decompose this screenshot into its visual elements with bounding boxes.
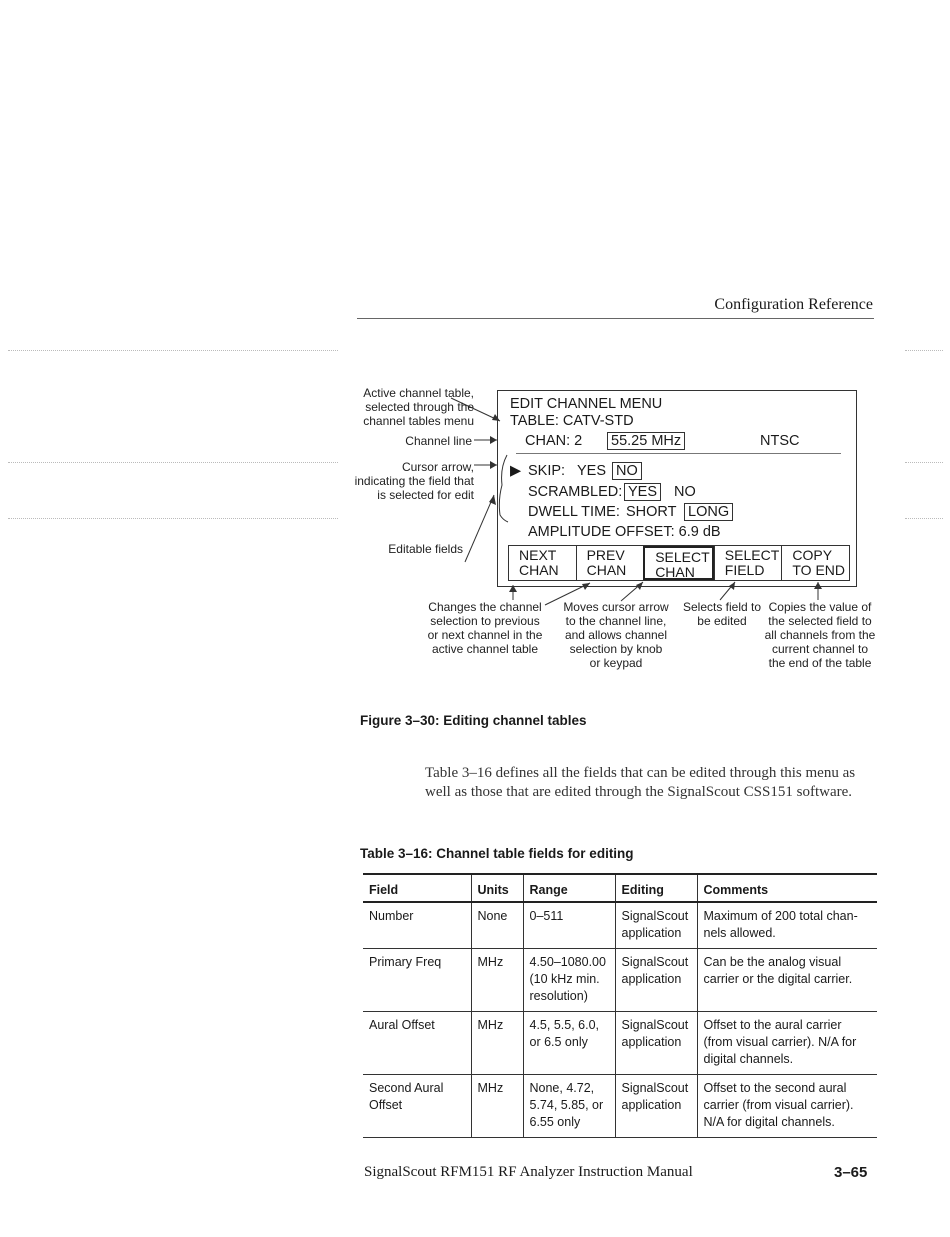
table-cell: Offset to the aural carrier (from visual carrier). N/A for digital channels. [697, 1012, 877, 1075]
table-row [363, 949, 877, 1012]
channel-standard: NTSC [760, 433, 800, 449]
column-header: Field [363, 874, 471, 902]
table-caption: Table 3–16: Channel table fields for editing [360, 846, 634, 861]
table-header-row [363, 874, 877, 902]
table-row [363, 1012, 877, 1075]
table-cell: SignalScout application [615, 902, 697, 949]
table-row [363, 902, 877, 949]
amplitude-offset: AMPLITUDE OFFSET: 6.9 dB [528, 524, 721, 540]
table-cell: Second Aural Offset [363, 1075, 471, 1138]
skip-yes: YES [577, 463, 607, 479]
annotation-active-table: Active channel table, selected through the channel tables menu [363, 386, 474, 428]
channel-frequency: 55.25 MHz [607, 432, 685, 450]
dwell-long: LONG [684, 503, 733, 521]
softkey-copy-to-end: COPY TO END [781, 546, 849, 580]
annotation-editable-fields: Editable fields [388, 542, 463, 556]
channel-fields-table [363, 873, 877, 1138]
dwell-time-label: DWELL TIME: [528, 504, 620, 520]
softkey-select-chan: SELECT CHAN [643, 546, 714, 580]
table-cell: 4.50–1080.00 (10 kHz min. resolution) [523, 949, 615, 1012]
channel-line-label: CHAN: 2 [525, 433, 583, 449]
table-cell: None [471, 902, 523, 949]
table-cell: MHz [471, 1012, 523, 1075]
dwell-short: SHORT [626, 504, 677, 520]
table-cell: Primary Freq [363, 949, 471, 1012]
menu-table-name: TABLE: CATV-STD [510, 413, 634, 429]
column-header: Units [471, 874, 523, 902]
scrambled-yes: YES [624, 483, 661, 501]
column-header: Editing [615, 874, 697, 902]
annotation-channel-line: Channel line [405, 434, 472, 448]
figure-caption: Figure 3–30: Editing channel tables [360, 713, 587, 728]
softkey-prev-chan: PREV CHAN [576, 546, 644, 580]
cursor-arrow-icon: ▶ [510, 463, 522, 479]
table-cell: 4.5, 5.5, 6.0, or 6.5 only [523, 1012, 615, 1075]
scrambled-no: NO [674, 484, 696, 500]
table-cell: SignalScout application [615, 949, 697, 1012]
table-cell: SignalScout application [615, 1075, 697, 1138]
table-cell: Aural Offset [363, 1012, 471, 1075]
column-header: Range [523, 874, 615, 902]
running-header: Configuration Reference [714, 296, 873, 313]
skip-label: SKIP: [528, 463, 566, 479]
scrambled-label: SCRAMBLED: [528, 484, 623, 500]
table-cell: Maximum of 200 total chan-nels allowed. [697, 902, 877, 949]
annotation-selects-field: Selects field to be edited [682, 600, 762, 628]
table-cell: MHz [471, 949, 523, 1012]
table-cell: MHz [471, 1075, 523, 1138]
table-cell: Offset to the second aural carrier (from visual carrier). N/A for digital channels. [697, 1075, 877, 1138]
annotation-moves-cursor: Moves cursor arrow to the channel line, and allows channel selection by knob or keypad [563, 600, 669, 670]
body-paragraph: Table 3–16 defines all the fields that can be edited through this menu as well as those that are edited through the SignalScout CSS151 software. [425, 765, 856, 800]
table-cell: Can be the analog visual carrier or the digital carrier. [697, 949, 877, 1012]
page-number: 3–65 [834, 1164, 868, 1181]
footer-manual-title: SignalScout RFM151 RF Analyzer Instruction Manual [364, 1164, 693, 1180]
menu-title: EDIT CHANNEL MENU [510, 396, 663, 412]
annotation-cursor-arrow: Cursor arrow, indicating the field that is selected for edit [354, 460, 474, 502]
table-cell: 0–511 [523, 902, 615, 949]
annotation-changes-channel: Changes the channel selection to previous or next channel in the active channel table [427, 600, 543, 656]
table-cell: None, 4.72, 5.74, 5.85, or 6.55 only [523, 1075, 615, 1138]
table-cell: SignalScout application [615, 1012, 697, 1075]
softkey-next-chan: NEXT CHAN [519, 547, 559, 578]
skip-no: NO [612, 462, 642, 480]
table-row [363, 1075, 877, 1138]
table-cell: Number [363, 902, 471, 949]
softkey-select-field: SELECT FIELD [714, 546, 782, 580]
column-header: Comments [697, 874, 877, 902]
annotation-copies-value: Copies the value of the selected field to all channels from the current channel to the end of the table [764, 600, 876, 670]
